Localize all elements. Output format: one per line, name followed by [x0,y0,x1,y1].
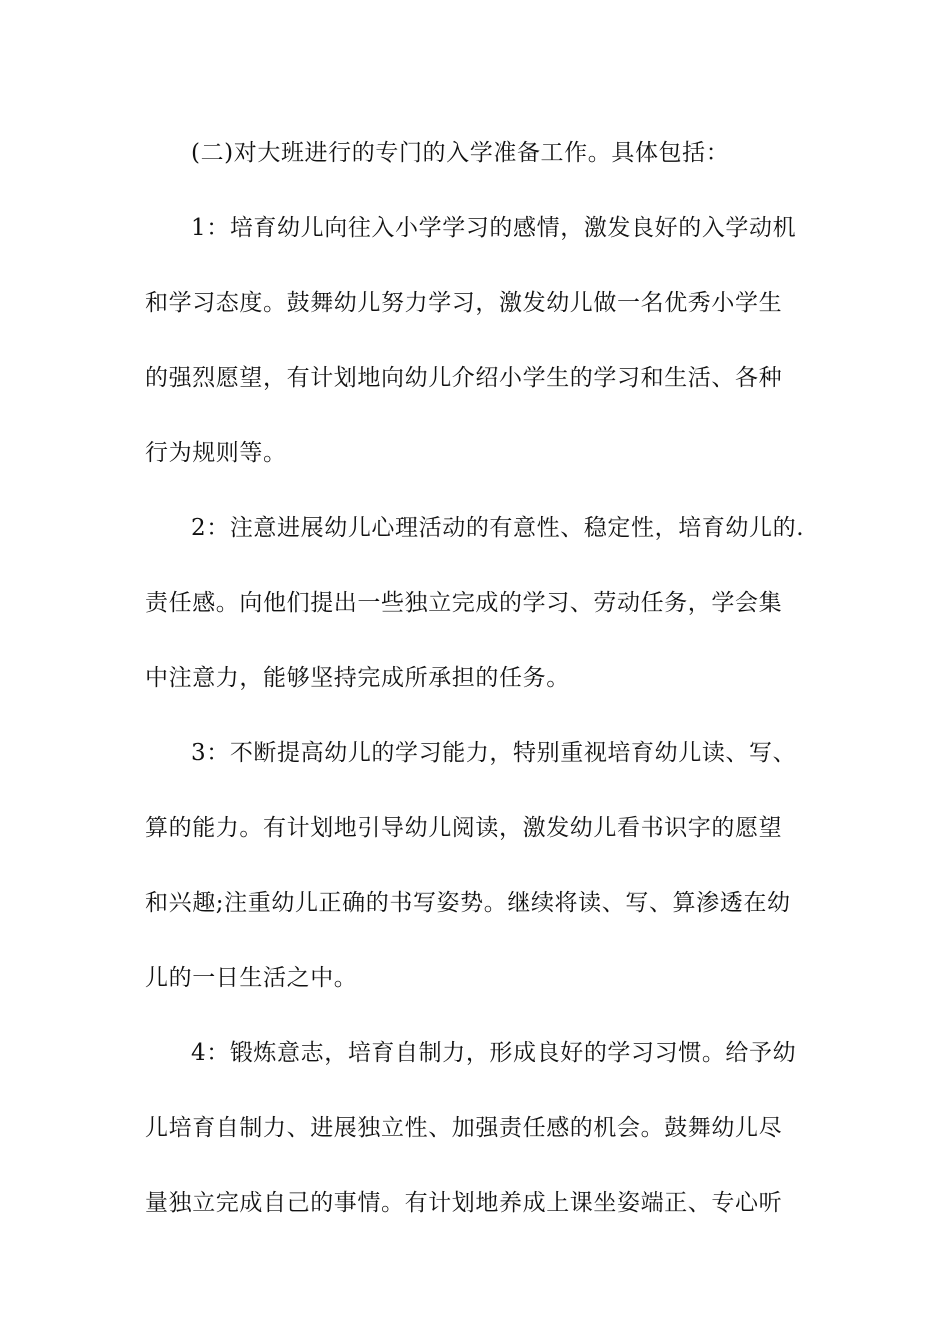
paragraph-4-line-2: 儿培育自制力、进展独立性、加强责任感的机会。鼓舞幼儿尽 [145,1115,783,1141]
paragraph-4-line-1: 4：锻炼意志，培育自制力，形成良好的学习习惯。给予幼 [191,1040,797,1066]
paragraph-3-line-4: 儿的一日生活之中。 [145,965,358,991]
paragraph-1-line-4: 行为规则等。 [145,440,287,466]
paragraph-2-line-2: 责任感。向他们提出一些独立完成的学习、劳动任务，学会集 [145,590,783,616]
paragraph-heading-line: (二)对大班进行的专门的入学准备工作。具体包括： [191,140,730,166]
paragraph-4-line-3: 量独立完成自己的事情。有计划地养成上课坐姿端正、专心听 [145,1190,783,1216]
paragraph-2-line-3: 中注意力，能够坚持完成所承担的任务。 [145,665,570,691]
paragraph-1-line-3: 的强烈愿望，有计划地向幼儿介绍小学生的学习和生活、各种 [145,365,783,391]
paragraph-3-line-1: 3：不断提高幼儿的学习能力，特别重视培育幼儿读、写、 [191,740,797,766]
paragraph-1-line-1: 1：培育幼儿向往入小学学习的感情，激发良好的入学动机 [191,215,797,241]
paragraph-3-line-3: 和兴趣;注重幼儿正确的书写姿势。继续将读、写、算渗透在幼 [145,890,791,916]
document-body [145,128,810,1253]
paragraph-3-line-2: 算的能力。有计划地引导幼儿阅读，激发幼儿看书识字的愿望 [145,815,783,841]
paragraph-2-line-1: 2：注意进展幼儿心理活动的有意性、稳定性，培育幼儿的. [191,515,805,541]
paragraph-1-line-2: 和学习态度。鼓舞幼儿努力学习，激发幼儿做一名优秀小学生 [145,290,783,316]
